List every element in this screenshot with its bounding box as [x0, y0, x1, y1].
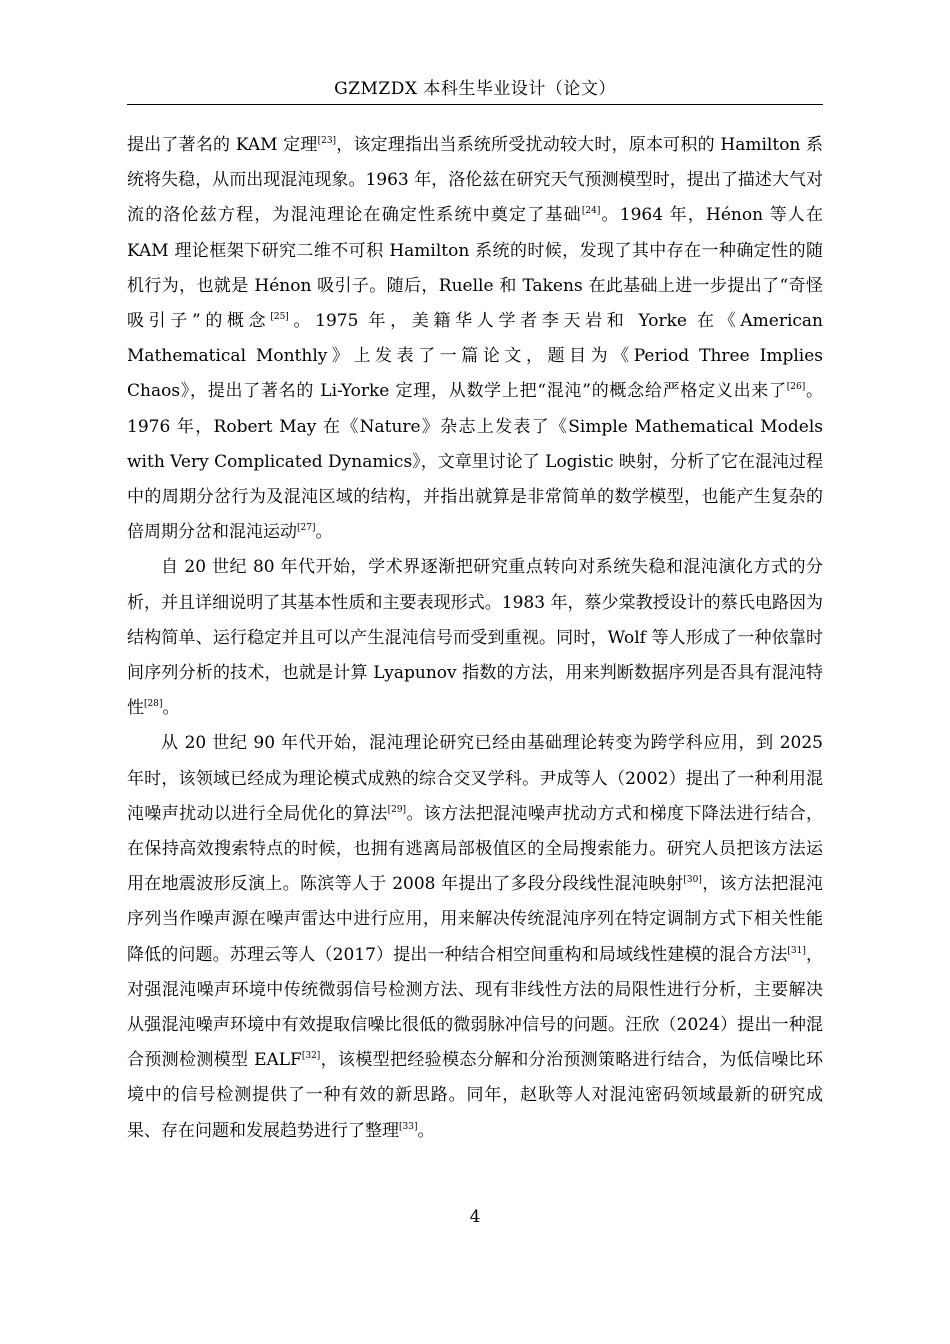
text-run: 自 20 世纪 80 年代开始，学术界逐渐把研究重点转向对系统失稳和混沌演化方式的分析，并且详细说明了其基本性质和主要表现形式。1983 年，蔡少棠教授设计的蔡氏电路因为结构简单、运行稳定并且可以产生混沌信号而受到重视。同时，Wolf 等人形成了一种依靠时间序列分析的技术，也就是计算 Lyapunov 指数的方法，用来判断数据序列是否具有混沌特性 — [127, 557, 823, 719]
citation-ref: [28] — [144, 699, 163, 710]
citation-ref: [26] — [786, 382, 806, 393]
citation-ref: [25] — [270, 312, 289, 323]
citation-ref: [32] — [301, 1051, 321, 1062]
text-run: 。1964 年，Hénon 等人在 KAM 理论框架下研究二维不可积 Hamilton 系统的时候，发现了其中存在一种确定性的随机行为，也就是 Hénon 吸引子。随后，Ruelle 和 Takens 在此基础上进一步提出了“奇怪吸引子”的概念 — [127, 205, 824, 332]
citation-ref: [31] — [787, 945, 806, 956]
citation-ref: [23] — [317, 136, 337, 146]
text-run: 。 — [162, 698, 180, 719]
text-run: 提出了著名的 KAM 定理 — [127, 135, 318, 155]
page-number: 4 — [469, 1207, 481, 1227]
page-header-title: GZMZDX 本科生毕业设计（论文） — [334, 79, 616, 99]
citation-ref: [27] — [297, 523, 316, 534]
text-run: 。该方法把混沌噪声扰动方式和梯度下降法进行结合，在保持高效搜索特点的时候，也拥有逃离局部极值区的全局搜索能力。研究人员把该方法运用在地震波形反演上。陈滨等人于 2008 年提出了多段分段线性混沌映射 — [127, 803, 824, 895]
text-run: 从 20 世纪 90 年代开始，混沌理论研究已经由基础理论转变为跨学科应用，到 2025 年时，该领域已经成为理论模式成熟的综合交叉学科。尹成等人（2002）提出了一种利用混沌噪声扰动以进行全局优化的算法 — [127, 733, 823, 824]
header-divider — [127, 104, 823, 105]
text-run: ，该模型把经验模态分解和分治预测策略进行结合，为低信噪比环境中的信号检测提供了一种有效的新思路。同年，赵耿等人对混沌密码领域最新的研究成果、存在问题和发展趋势进行了整理 — [127, 1050, 823, 1141]
text-run: ，该定理指出当系统所受扰动较大时，原本可积的 Hamilton 系统将失稳，从而出现混沌现象。1963 年，洛伦兹在研究天气预测模型时，提出了描述大气对流的洛伦兹方程，为混沌理论在确定性系统中奠定了基础 — [127, 135, 823, 226]
paragraph-1 — [127, 128, 823, 550]
text-run: 。 — [315, 522, 333, 543]
paragraph-2 — [127, 550, 823, 726]
paragraph-3 — [127, 726, 823, 1148]
text-run: ，对强混沌噪声环境中传统微弱信号检测方法、现有非线性方法的局限性进行分析，主要解决从强混沌噪声环境中有效提取信噪比很低的微弱脉冲信号的问题。汪欣（2024）提出一种混合预测检测模型 EALF — [127, 944, 823, 1071]
text-run: 。1975 年，美籍华人学者李天岩和 Yorke 在《American Mathematical Monthly》上发表了一篇论文，题目为《Period Three Implies Chaos》，提出了著名的 Li-Yorke 定理，从数学上把“混沌”的概念给严格定义出来了 — [127, 311, 823, 402]
text-run: ，该方法把混沌序列当作噪声源在噪声雷达中进行应用，用来解决传统混沌序列在特定调制方式下相关性能降低的问题。苏理云等人（2017）提出一种结合相空间重构和局域线性建模的混合方法 — [127, 874, 823, 965]
citation-ref: [24] — [581, 206, 601, 217]
citation-ref: [29] — [387, 804, 407, 815]
citation-ref: [33] — [399, 1121, 418, 1132]
body-text — [127, 128, 823, 1149]
text-run: 。1976 年，Robert May 在《Nature》杂志上发表了《Simple Mathematical Models with Very Complicated Dynamics》，文章里讨论了 Logistic 映射，分析了它在混沌过程中的周期分岔行为及混沌区域的结构，并指出就算是非常简单的数学模型，也能产生复杂的倍周期分岔和混沌运动 — [127, 381, 823, 543]
text-run: 。 — [417, 1120, 435, 1141]
citation-ref: [30] — [683, 875, 702, 886]
